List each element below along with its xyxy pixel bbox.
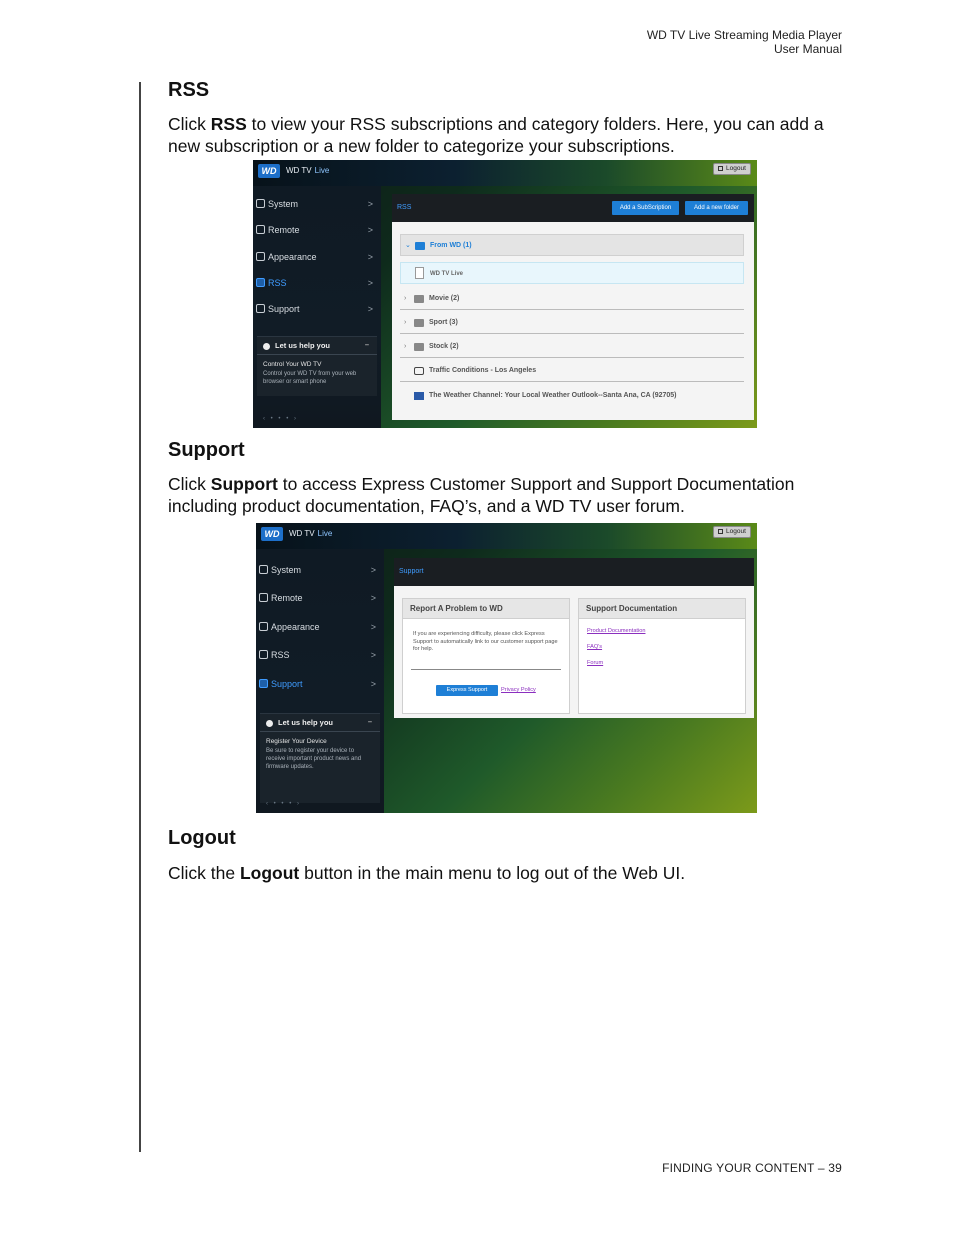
pager-dots[interactable]: ‹ • • • › — [263, 416, 298, 422]
help-title: Let us help you – — [257, 337, 377, 355]
top-bar — [253, 160, 757, 186]
folder-row[interactable]: › Sport (3) — [400, 312, 744, 334]
help-box — [260, 713, 380, 803]
folder-row[interactable]: ⌄ From WD (1) — [400, 234, 744, 256]
support-documentation-card — [578, 598, 746, 714]
card-title: Support Documentation — [579, 599, 745, 619]
help-icon — [256, 304, 265, 313]
breadcrumb: RSS — [397, 204, 412, 211]
chevron-right-icon: > — [370, 565, 376, 575]
forum-link[interactable]: Forum — [587, 660, 604, 666]
card-description: If you are experiencing difficulty, please click Express Support to automatically link to our customer support page for help. — [413, 631, 558, 652]
sidebar-item-system[interactable]: System > — [253, 194, 381, 214]
help-subtitle: Control Your WD TV — [263, 361, 322, 368]
help-description: Control your WD TV from your web browser or smart phone — [263, 371, 357, 385]
margin-rule — [139, 82, 141, 1152]
panel-header — [392, 194, 754, 222]
sidebar-item-remote[interactable]: Remote > — [253, 220, 381, 240]
chevron-right-icon: > — [367, 252, 373, 262]
radio-icon — [414, 367, 424, 375]
subscription-row[interactable]: The Weather Channel: Your Local Weather Outlook--Santa Ana, CA (92705) — [400, 385, 744, 407]
sidebar-item-support[interactable]: Support > — [253, 299, 381, 319]
support-panel — [394, 558, 754, 718]
add-subscription-button[interactable]: Add a SubScription — [612, 201, 679, 215]
rss-icon — [259, 650, 268, 659]
chevron-right-icon: > — [367, 278, 373, 288]
page-footer: FINDING YOUR CONTENT – 39 — [662, 1161, 842, 1175]
pager-dots[interactable]: ‹ • • • › — [266, 801, 301, 807]
rss-panel — [392, 194, 754, 420]
logout-paragraph: Click the Logout button in the main menu to log out of the Web UI. — [168, 863, 686, 883]
chevron-right-icon: > — [367, 199, 373, 209]
faq-link[interactable]: FAQ's — [587, 644, 603, 650]
sidebar-item-system[interactable]: System > — [256, 560, 384, 580]
divider — [411, 669, 561, 670]
wd-logo: WD — [258, 164, 280, 178]
support-paragraph: Click Support to access Express Customer Support and Support Documentation including product documentation, FAQ’s, and a WD TV user forum. — [168, 474, 795, 516]
help-box — [257, 336, 377, 396]
sidebar-item-appearance[interactable]: Appearance > — [253, 247, 381, 267]
folder-row[interactable]: › Movie (2) — [400, 288, 744, 310]
chevron-right-icon: > — [370, 650, 376, 660]
gear-icon — [256, 199, 265, 208]
breadcrumb: Support — [399, 568, 424, 575]
sidebar-item-rss[interactable]: RSS > — [256, 645, 384, 665]
lock-icon — [718, 166, 723, 171]
chevron-right-icon: > — [367, 304, 373, 314]
header-subtitle: User Manual — [773, 42, 842, 56]
rss-icon — [256, 278, 265, 287]
chevron-right-icon: > — [367, 225, 373, 235]
folder-icon — [414, 343, 424, 351]
chevron-right-icon: > — [370, 593, 376, 603]
sidebar — [253, 186, 381, 428]
brand-title: WD TV Live — [286, 166, 330, 175]
support-screenshot — [256, 523, 757, 813]
image-icon — [256, 252, 265, 261]
folder-row[interactable]: › Stock (2) — [400, 336, 744, 358]
running-header — [647, 28, 842, 56]
chevron-right-icon: > — [370, 679, 376, 689]
remote-icon — [256, 225, 265, 234]
info-icon — [266, 720, 273, 727]
sidebar — [256, 549, 384, 813]
sidebar-item-support[interactable]: Support > — [256, 674, 384, 694]
lock-icon — [718, 529, 723, 534]
collapse-icon[interactable]: – — [367, 717, 372, 726]
info-icon — [263, 343, 270, 350]
report-problem-card — [402, 598, 570, 714]
gear-icon — [259, 565, 268, 574]
sidebar-item-remote[interactable]: Remote > — [256, 588, 384, 608]
chevron-right-icon: › — [404, 343, 407, 350]
sidebar-item-rss[interactable]: RSS > — [253, 273, 381, 293]
chevron-right-icon: › — [404, 319, 407, 326]
image-icon — [259, 622, 268, 631]
chevron-right-icon: › — [404, 295, 407, 302]
logout-button[interactable]: Logout — [713, 526, 751, 538]
help-icon — [259, 679, 268, 688]
remote-icon — [259, 593, 268, 602]
wd-logo: WD — [261, 527, 283, 541]
subscription-row[interactable]: Traffic Conditions - Los Angeles — [400, 360, 744, 382]
panel-header — [394, 558, 754, 586]
folder-icon — [415, 242, 425, 250]
logout-button[interactable]: Logout — [713, 163, 751, 175]
header-title: WD TV Live Streaming Media Player — [646, 28, 842, 42]
add-folder-button[interactable]: Add a new folder — [685, 201, 748, 215]
top-bar — [256, 523, 757, 549]
card-title: Report A Problem to WD — [403, 599, 569, 619]
rss-paragraph: Click RSS to view your RSS subscriptions and category folders. Here, you can add a new subscription or a new folder to categorize your subscriptions. — [168, 114, 824, 156]
collapse-icon[interactable]: – — [364, 340, 369, 349]
weather-channel-icon — [414, 392, 424, 400]
privacy-policy-link[interactable]: Privacy Policy — [501, 687, 536, 693]
folder-icon — [414, 295, 424, 303]
support-heading: Support — [168, 439, 245, 461]
express-support-button[interactable]: Express Support — [436, 685, 498, 696]
product-documentation-link[interactable]: Product Documentation — [587, 628, 646, 634]
help-title: Let us help you – — [260, 714, 380, 732]
brand-title: WD TV Live — [289, 529, 333, 538]
help-description: Be sure to register your device to receive important product news and firmware updates. — [266, 748, 362, 770]
sidebar-item-appearance[interactable]: Appearance > — [256, 617, 384, 637]
folder-icon — [414, 319, 424, 327]
chevron-down-icon: ⌄ — [405, 242, 411, 249]
logout-heading: Logout — [168, 827, 236, 849]
help-subtitle: Register Your Device — [266, 738, 327, 745]
document-icon — [415, 267, 424, 279]
rss-heading: RSS — [168, 79, 210, 101]
chevron-right-icon: > — [370, 622, 376, 632]
subscription-row[interactable]: WD TV Live — [400, 262, 744, 284]
rss-screenshot — [253, 160, 757, 428]
